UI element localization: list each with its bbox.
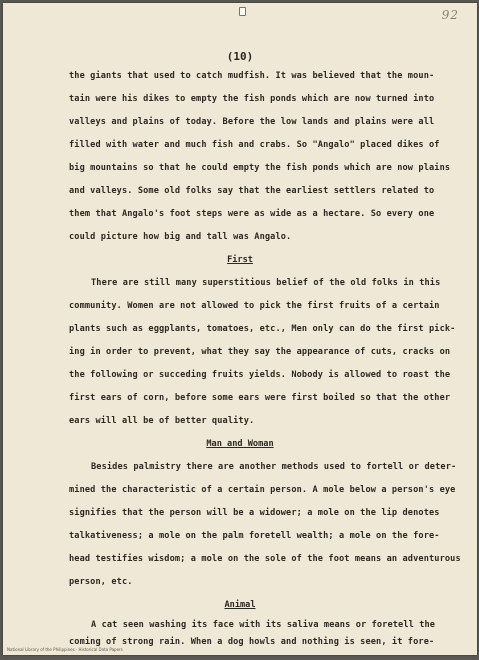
text-line: A cat seen washing its face with its saliva means or foretell the [91,620,436,630]
text-line: plants such as eggplants, tomatoes, etc., Men only can do the first pick- [69,324,456,334]
archive-footer: National Library of the Philippines · Historical Data Papers [7,647,123,652]
text-line: mined the characteristic of a certain person. A mole below a person's eye [69,485,456,495]
text-line: the following or succeding fruits yields. Nobody is allowed to roast the [69,370,451,380]
binding-hole [239,7,246,16]
text-line: ears will all be of better quality. [69,416,255,426]
text-line: ing in order to prevent, what they say the appearance of cuts, cracks on [69,347,451,357]
text-line: first ears of corn, before some ears were first boiled so that the other [69,393,451,403]
text-line: person, etc. [69,577,133,587]
section-heading: First [227,255,253,265]
text-line: big mountains so that he could empty the fish ponds which are now plains [69,163,451,173]
section-heading: Man and Woman [206,439,274,449]
section-heading: Animal [224,600,256,610]
text-line: There are still many superstitious belief of the old folks in this [91,278,441,288]
text-line: signifies that the person will be a widower; a mole on the lip denotes [69,508,440,518]
text-line: the giants that used to catch mudfish. It was believed that the moun- [69,71,435,81]
text-line: filled with water and much fish and crabs. So "Angalo" placed dikes of [69,140,440,150]
text-line: coming of strong rain. When a dog howls and nothing is seen, it fore- [69,637,435,647]
text-line: talkativeness; a mole on the palm foretell wealth; a mole on the fore- [69,531,440,541]
text-line: and valleys. Some old folks say that the earliest settlers related to [69,186,435,196]
document-page [3,3,477,655]
text-line: could picture how big and tall was Angalo. [69,232,292,242]
text-line: head testifies wisdom; a mole on the sole of the foot means an adventurous [69,554,461,564]
text-line: tain were his dikes to empty the fish ponds which are now turned into [69,94,435,104]
page-number: (10) [226,50,254,63]
text-line: Besides palmistry there are another methods used to fortell or deter- [91,462,457,472]
folio-number: 92 [441,8,459,22]
text-line: them that Angalo's foot steps were as wide as a hectare. So every one [69,209,435,219]
text-line: community. Women are not allowed to pick the first fruits of a certain [69,301,440,311]
text-line: valleys and plains of today. Before the low lands and plains were all [69,117,435,127]
